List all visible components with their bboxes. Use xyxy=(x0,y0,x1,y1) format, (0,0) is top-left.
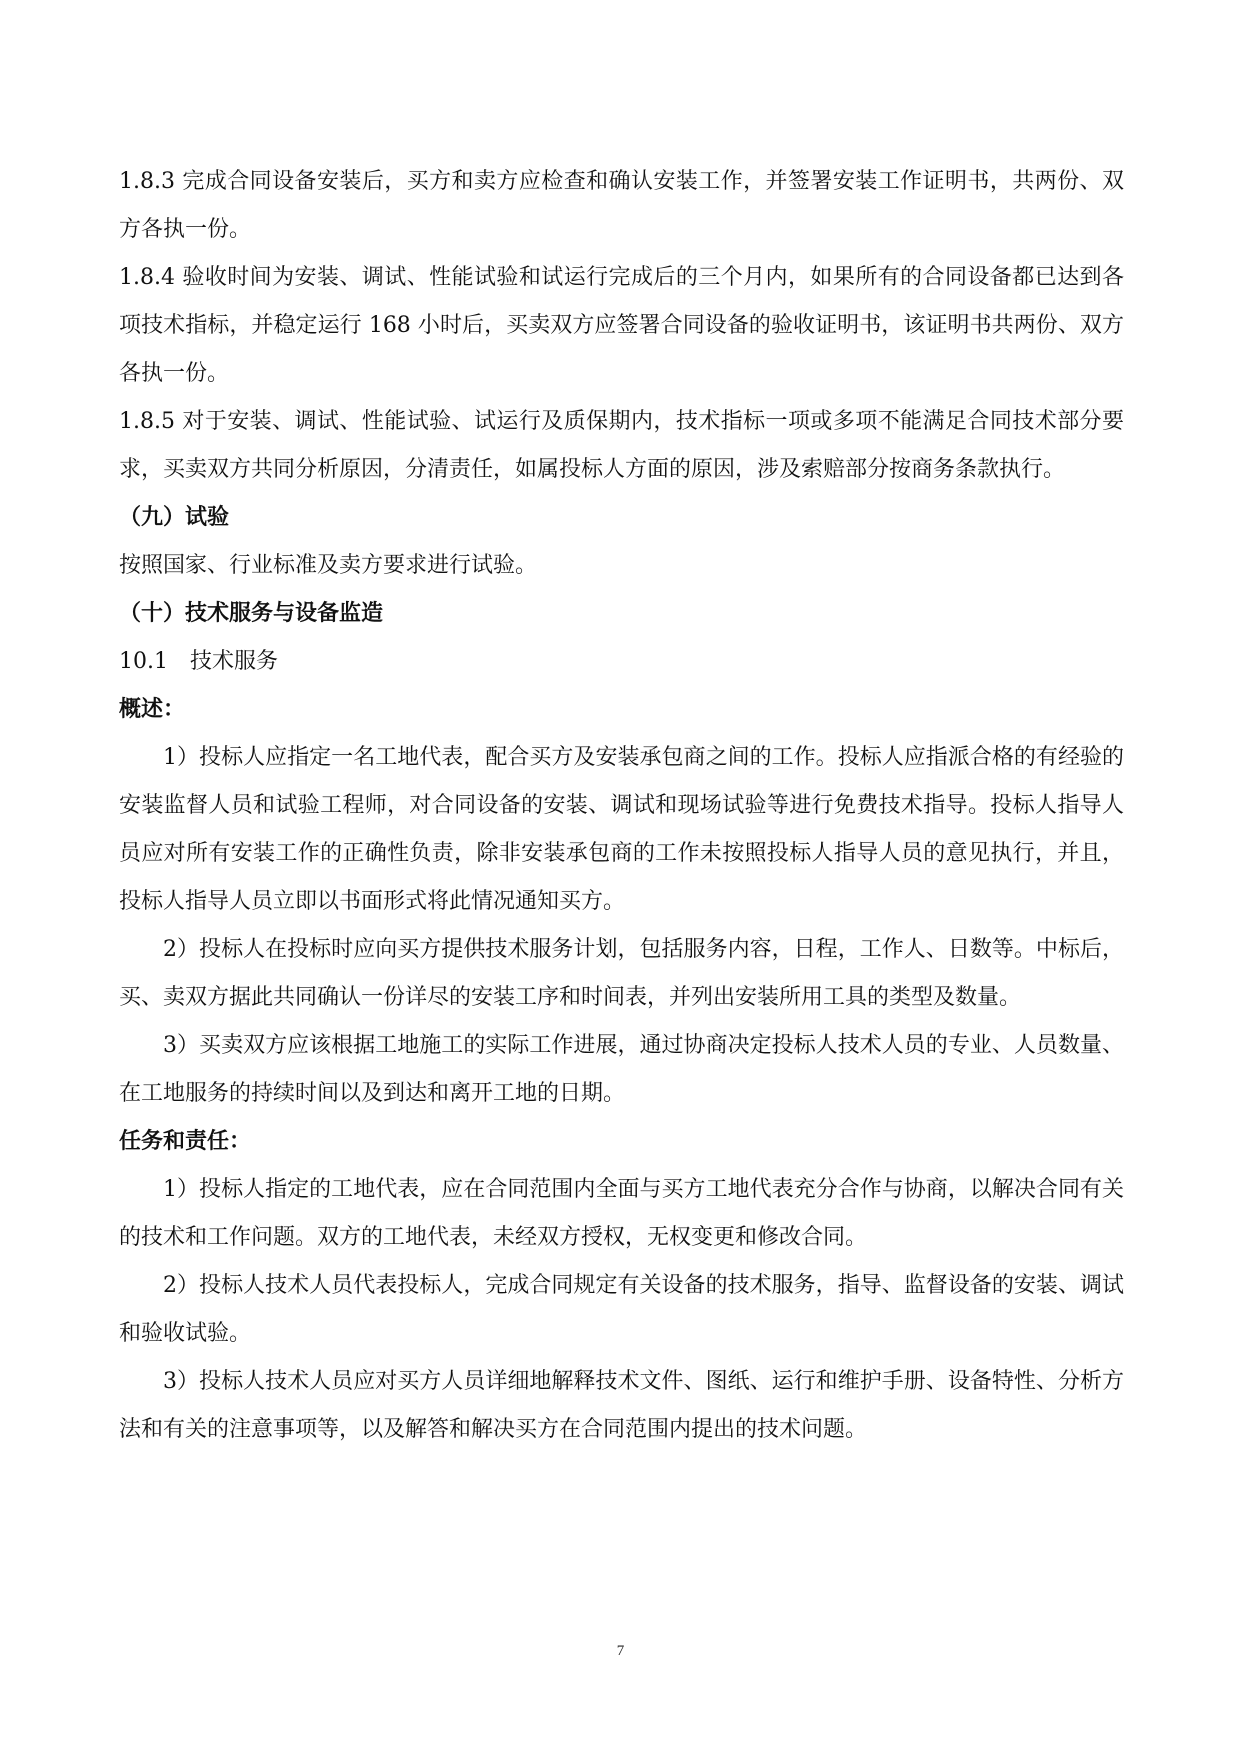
overview-item-1: 1）投标人应指定一名工地代表，配合买方及安装承包商之间的工作。投标人应指派合格的有经验的安装监督人员和试验工程师，对合同设备的安装、调试和现场试验等进行免费技术指导。投标人指导人员应对所有安装工作的正确性负责，除非安装承包商的工作未按照投标人指导人员的意见执行，并且，投标人指导人员立即以书面形式将此情况通知买方。 xyxy=(119,745,1124,914)
clause-1-8-3: 1.8.3 完成合同设备安装后，买方和卖方应检查和确认安装工作，并签署安装工作证明书，共两份、双方各执一份。 xyxy=(119,169,1124,242)
overview-item-2: 2）投标人在投标时应向买方提供技术服务计划，包括服务内容，日程，工作人、日数等。中标后，买、卖双方据此共同确认一份详尽的安装工序和时间表，并列出安装所用工具的类型及数量。 xyxy=(119,937,1124,1010)
clause-1-8-4: 1.8.4 验收时间为安装、调试、性能试验和试运行完成后的三个月内，如果所有的合同设备都已达到各项技术指标，并稳定运行 168 小时后，买卖双方应签署合同设备的验收证明书，该证明书共两份、双方各执一份。 xyxy=(119,265,1124,386)
section-heading-testing: （九）试验 xyxy=(119,505,230,530)
subsection-10-1: 10.1 技术服务 xyxy=(119,649,278,674)
page-number: 7 xyxy=(616,1643,625,1659)
document-body xyxy=(119,158,1124,1454)
duties-item-2: 2）投标人技术人员代表投标人，完成合同规定有关设备的技术服务，指导、监督设备的安装、调试和验收试验。 xyxy=(119,1273,1124,1346)
duties-item-3: 3）投标人技术人员应对买方人员详细地解释技术文件、图纸、运行和维护手册、设备特性、分析方法和有关的注意事项等，以及解答和解决买方在合同范围内提出的技术问题。 xyxy=(119,1369,1124,1442)
section-heading-technical-service: （十）技术服务与设备监造 xyxy=(119,601,384,626)
duties-item-1: 1）投标人指定的工地代表，应在合同范围内全面与买方工地代表充分合作与协商，以解决合同有关的技术和工作问题。双方的工地代表，未经双方授权，无权变更和修改合同。 xyxy=(119,1177,1124,1250)
duties-heading: 任务和责任： xyxy=(119,1129,252,1154)
overview-item-3: 3）买卖双方应该根据工地施工的实际工作进展，通过协商决定投标人技术人员的专业、人员数量、在工地服务的持续时间以及到达和离开工地的日期。 xyxy=(119,1033,1124,1106)
overview-heading: 概述： xyxy=(119,697,186,722)
testing-text: 按照国家、行业标准及卖方要求进行试验。 xyxy=(119,553,538,578)
clause-1-8-5: 1.8.5 对于安装、调试、性能试验、试运行及质保期内，技术指标一项或多项不能满足合同技术部分要求，买卖双方共同分析原因，分清责任，如属投标人方面的原因，涉及索赔部分按商务条款执行。 xyxy=(119,409,1124,482)
